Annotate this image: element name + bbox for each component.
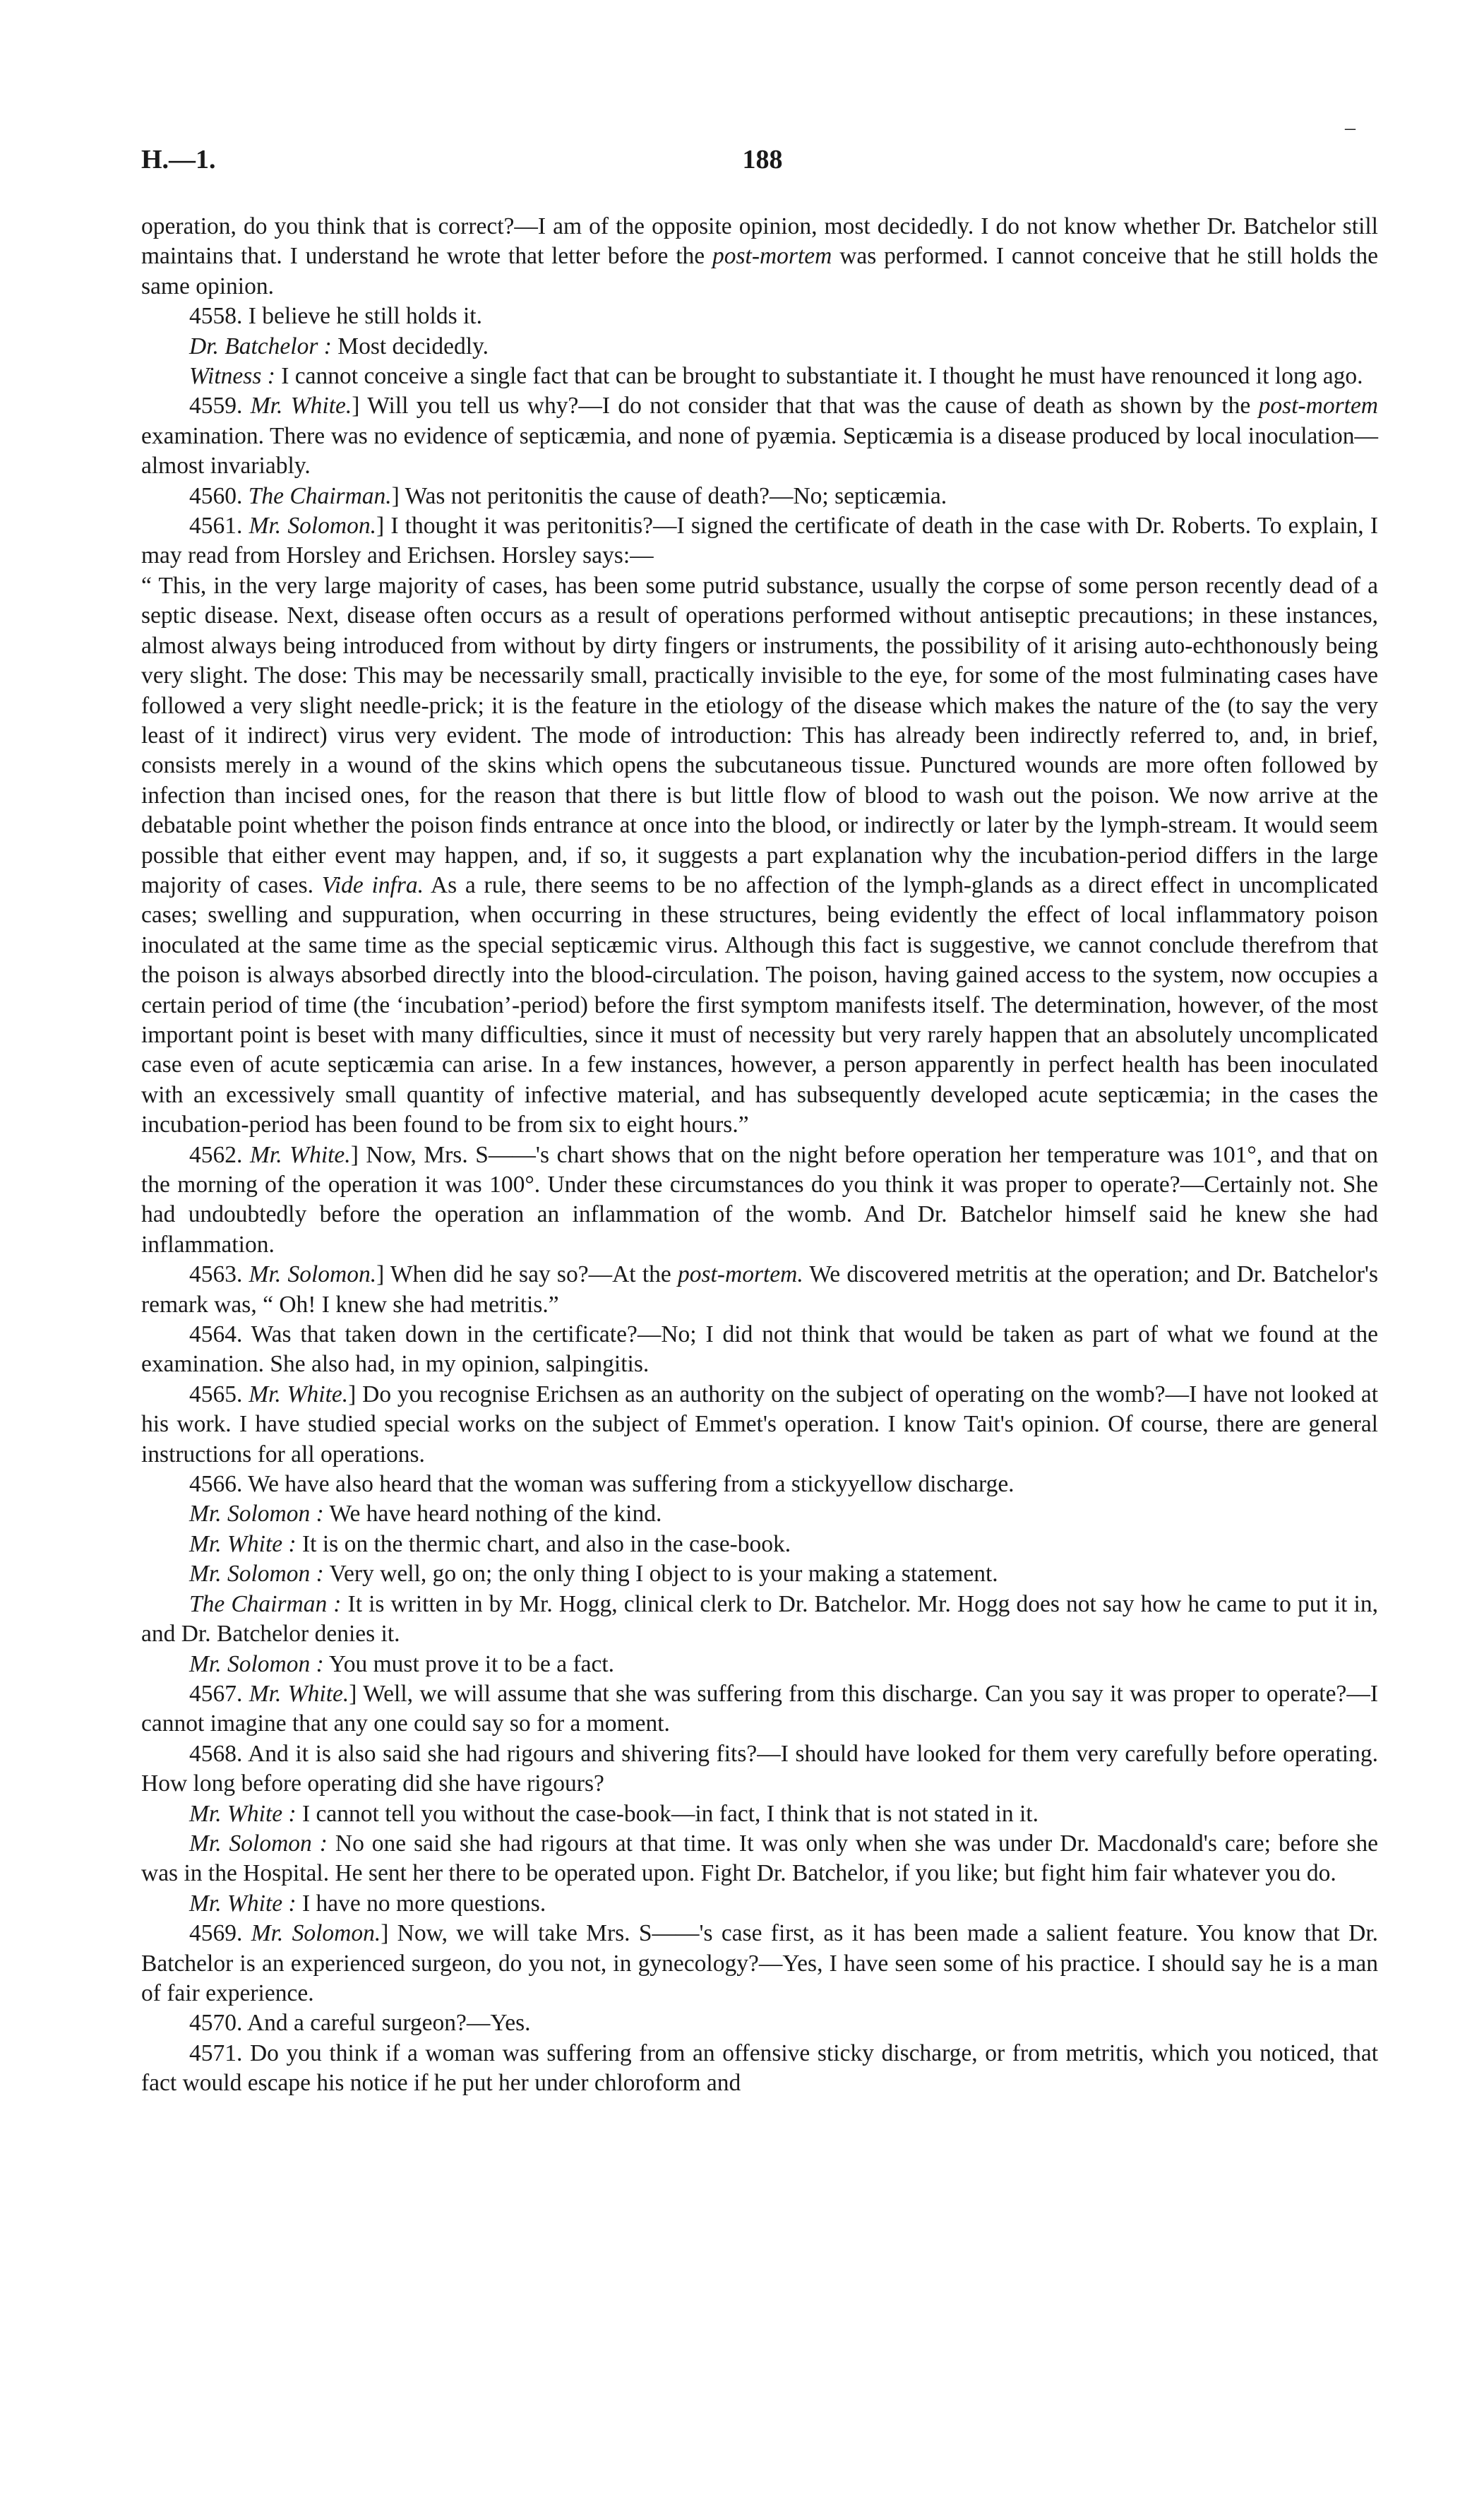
paragraph: 4568. And it is also said she had rigours and shivering fits?—I should have looked for them very carefully before operating. How long before operating did she have rigours? xyxy=(141,1740,1378,1797)
paragraph: Mr. White : It is on the thermic chart, and also in the case-book. xyxy=(189,1530,791,1557)
paragraph: 4560. The Chairman.] Was not peritonitis the cause of death?—No; septicæmia. xyxy=(189,482,947,509)
paragraph: Mr. White : I cannot tell you without the case-book—in fact, I think that is not stated in it. xyxy=(189,1800,1039,1827)
paragraph: 4564. Was that taken down in the certificate?—No; I did not think that would be taken as part of what we found at the examination. She also had, in my opinion, salpingitis. xyxy=(141,1321,1378,1378)
margin-mark: – xyxy=(1345,116,1356,139)
paragraph: 4565. Mr. White.] Do you recognise Erichsen as an authority on the subject of operating on the womb?—I have not looked at his work. I have studied special works on the subject of Emmet's operation. I know Tait's opinion. Of course, there are general instructions for all operations. xyxy=(141,1381,1378,1467)
paragraph: 4570. And a careful surgeon?—Yes. xyxy=(189,2010,531,2037)
paragraph: 4559. Mr. White.] Will you tell us why?—I do not consider that that was the cause of death as shown by the post-mortem examination. There was no evidence of septicæmia, and none of pyæmia. Septicæmia is a disease produced by local inoculation—almost invariably. xyxy=(141,393,1379,480)
paragraph: 4569. Mr. Solomon.] Now, we will take Mrs. S——'s case first, as it has been made a salient feature. You know that Dr. Batchelor is an experienced surgeon, do you not, in gynecology?—Yes, I have seen some of his practice. I should say he is a man of fair experience. xyxy=(141,1920,1379,2006)
document-reference: H.—1. xyxy=(141,145,216,174)
paragraph: Witness : I cannot conceive a single fact that can be brought to substantiate it. I thought he must have renounced it long ago. xyxy=(189,363,1363,390)
paragraph: The Chairman : It is written in by Mr. Hogg, clinical clerk to Dr. Batchelor. Mr. Hogg does not say how he came to put it in, and Dr. Batchelor denies it. xyxy=(141,1590,1378,1648)
paragraph: 4566. We have also heard that the woman was suffering from a stickyyellow discharge. xyxy=(189,1471,1015,1498)
paragraph: operation, do you think that is correct?—I am of the opposite opinion, most decidedly. I do not know whether Dr. Batchelor still maintains that. I understand he wrote that letter before the post-mortem was performed. I cannot conceive that he still holds the same opinion. xyxy=(141,213,1378,299)
paragraph: 4563. Mr. Solomon.] When did he say so?—At the post-mortem. We discovered metritis at the operation; and Dr. Batchelor's remark was, “ Oh! I knew she had metritis.” xyxy=(141,1261,1379,1318)
paragraph: Mr. Solomon : Very well, go on; the only thing I object to is your making a statement. xyxy=(189,1561,998,1588)
paragraph: Mr. White : I have no more questions. xyxy=(189,1890,546,1917)
paragraph: 4561. Mr. Solomon.] I thought it was peritonitis?—I signed the certificate of death in the case with Dr. Roberts. To explain, I may read from Horsley and Erichsen. Horsley says:— xyxy=(141,513,1379,569)
paragraph: 4562. Mr. White.] Now, Mrs. S——'s chart shows that on the night before operation her temperature was 101°, and that on the morning of the operation it was 100°. Under these circumstances do you think it was proper to operate?—Certainly not. She had undoubtedly before the operation an inflammation of the womb. And Dr. Batchelor himself said he knew she had inflammation. xyxy=(141,1141,1379,1258)
page-header xyxy=(141,116,1384,186)
body-text xyxy=(141,212,1378,2099)
paragraph: Mr. Solomon : You must prove it to be a fact. xyxy=(189,1650,615,1677)
paragraph: Dr. Batchelor : Most decidedly. xyxy=(189,333,489,359)
paragraph: 4571. Do you think if a woman was suffering from an offensive sticky discharge, or from metritis, which you noticed, that fact would escape his notice if he put her under chloroform and xyxy=(141,2039,1378,2097)
paragraph: Mr. Solomon : We have heard nothing of the kind. xyxy=(189,1501,662,1528)
paragraph: 4567. Mr. White.] Well, we will assume that she was suffering from this discharge. Can you say it was proper to operate?—I cannot imagine that any one could say so for a moment. xyxy=(141,1680,1379,1737)
page-number: 188 xyxy=(742,145,783,174)
paragraph: “ This, in the very large majority of cases, has been some putrid substance, usually the corpse of some person recently dead of a septic disease. Next, disease often occurs as a result of operations performed without antiseptic precautions; in these instances, almost always being introduced from without by dirty fingers or instruments, the possibility of it arising auto-echthonously being very slight. The dose: This may be necessarily small, practically invisible to the eye, for some of the most fulminating cases have followed a very slight needle-prick; it is the feature in the etiology of the disease which makes the nature of the (to say the very least of it indirect) virus very evident. The mode of introduction: This has already been indirectly referred to, and, in brief, consists merely in a wound of the skins which opens the subcutaneous tissue. Punctured wounds are more often followed by infection than incised ones, for the reason that there is but little flow of blood to wash out the poison. We now arrive at the debatable point whether the poison finds entrance at once into the blood, or indirectly or later by the lymph-stream. It would seem possible that either event may happen, and, if so, it suggests a part explanation why the incubation-period differs in the large majority of cases. Vide infra. As a rule, there seems to be no affection of the lymph-glands as a direct effect in uncomplicated cases; swelling and suppuration, when occurring in these structures, being evidently the effect of local inflammatory poison inoculated at the same time as the special septicæmic virus. Although this fact is suggestive, we cannot conclude therefrom that the poison is always absorbed directly into the blood-circulation. The poison, having gained access to the system, now occupies a certain period of time (the ‘incubation’-period) before the first symptom manifests itself. The determination, however, of the most important point is beset with many difficulties, since it must of necessity but very rarely happen that an absolutely uncomplicated case even of acute septicæmia can arise. In a few instances, however, a person apparently in perfect health has been inoculated with an excessively small quantity of infective material, and has subsequently developed acute septicæmia; in the cases the incubation-period has been found to be from six to eight hours.” xyxy=(141,572,1378,1138)
paragraph: 4558. I believe he still holds it. xyxy=(189,303,482,330)
paragraph: Mr. Solomon : No one said she had rigours at that time. It was only when she was under Dr. Macdonald's care; before she was in the Hospital. He sent her there to be operated upon. Fight Dr. Batchelor, if you like; but fight him fair whatever you do. xyxy=(141,1830,1379,1887)
